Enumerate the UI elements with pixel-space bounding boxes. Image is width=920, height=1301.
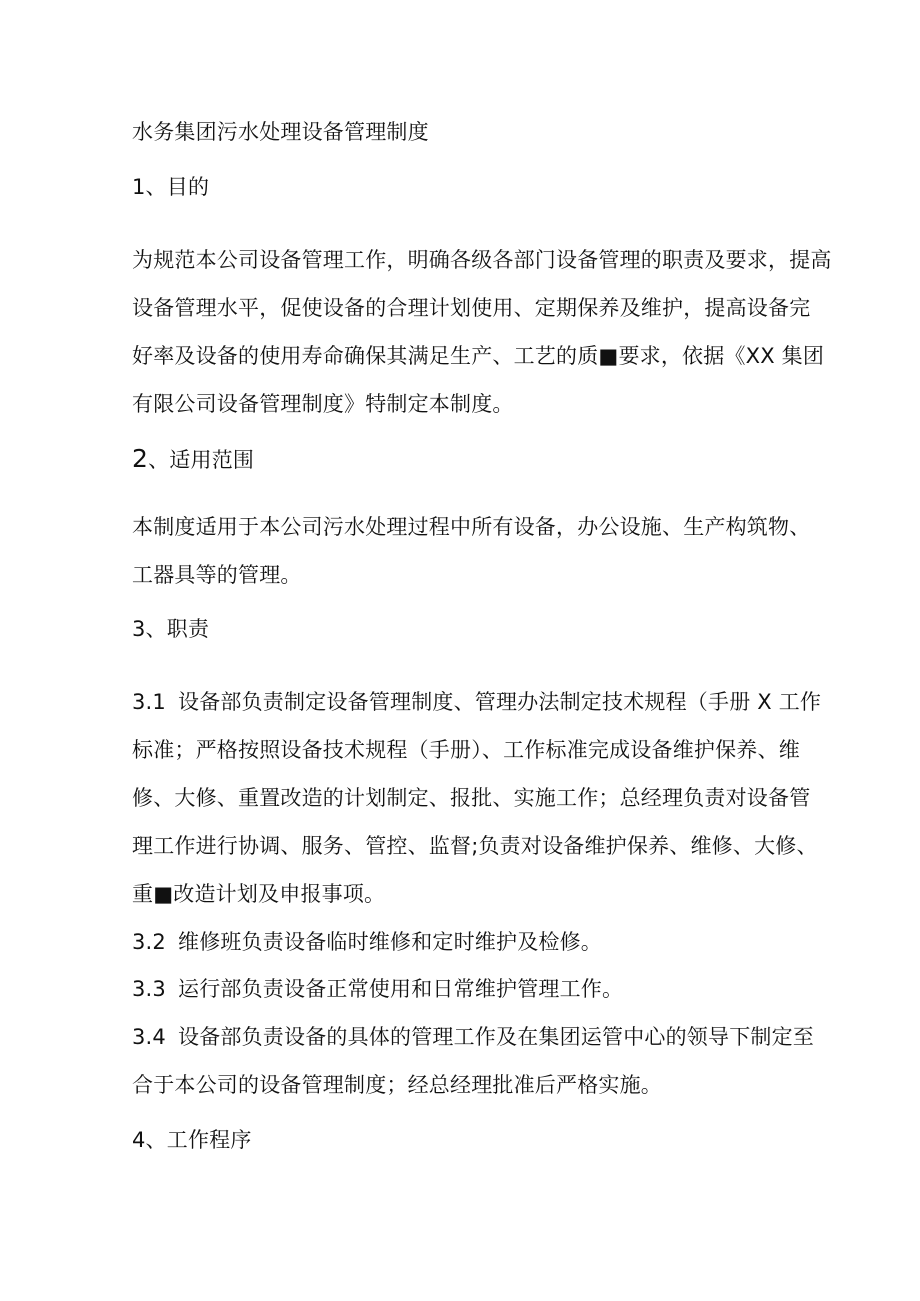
section-4-heading: 4、工作程序 — [132, 1128, 252, 1152]
item-3-2-text: 维修班负责设备临时维修和定时维护及检修。 — [178, 930, 602, 954]
section-3-heading: 3、职责 — [132, 617, 210, 641]
item-3-1-line: 修、大修、重置改造的计划制定、报批、实施工作；总经理负责对设备管 — [132, 786, 811, 810]
section-1-heading: 1、目的 — [132, 175, 210, 199]
item-3-4-line — [132, 1022, 814, 1052]
section-2-paragraph-line: 工器具等的管理。 — [132, 563, 302, 587]
item-3-2-line — [132, 927, 602, 957]
section-1-paragraph-line: 好率及设备的使用寿命确保其满足生产、工艺的质■要求，依据《XX 集团 — [132, 344, 825, 368]
section-2-heading-text: 、适用范围 — [148, 448, 255, 472]
item-3-4-line: 合于本公司的设备管理制度；经总经理批准后严格实施。 — [132, 1073, 662, 1097]
section-1-paragraph-line: 设备管理水平，促使设备的合理计划使用、定期保养及维护，提高设备完 — [132, 296, 811, 320]
item-3-1-line: 重■改造计划及申报事项。 — [132, 882, 386, 906]
item-3-1-line: 标准；严格按照设备技术规程（手册）、工作标准完成设备维护保养、维 — [132, 738, 800, 762]
section-1-paragraph-line: 为规范本公司设备管理工作，明确各级各部门设备管理的职责及要求，提高 — [132, 248, 832, 272]
item-3-3-text: 运行部负责设备正常使用和日常维护管理工作。 — [178, 977, 624, 1001]
item-3-1-number: 3.1 — [132, 690, 166, 714]
item-3-1-line: 理工作进行协调、服务、管控、监督;负责对设备维护保养、维修、大修、 — [132, 834, 818, 858]
document-title: 水务集团污水处理设备管理制度 — [132, 120, 429, 144]
item-3-3-number: 3.3 — [132, 977, 166, 1001]
section-2-number: 2 — [132, 444, 149, 473]
section-2-heading — [132, 444, 254, 475]
section-2-paragraph-line: 本制度适用于本公司污水处理过程中所有设备，办公设施、生产构筑物、 — [132, 515, 811, 539]
item-3-4-number: 3.4 — [132, 1025, 166, 1049]
item-3-1-text: 设备部负责制定设备管理制度、管理办法制定技术规程（手册 X 工作 — [178, 690, 822, 714]
item-3-1-line — [132, 687, 821, 717]
section-1-paragraph-line: 有限公司设备管理制度》特制定本制度。 — [132, 392, 514, 416]
item-3-4-text: 设备部负责设备的具体的管理工作及在集团运管中心的领导下制定至 — [178, 1025, 814, 1049]
item-3-3-line — [132, 974, 623, 1004]
item-3-2-number: 3.2 — [132, 930, 166, 954]
